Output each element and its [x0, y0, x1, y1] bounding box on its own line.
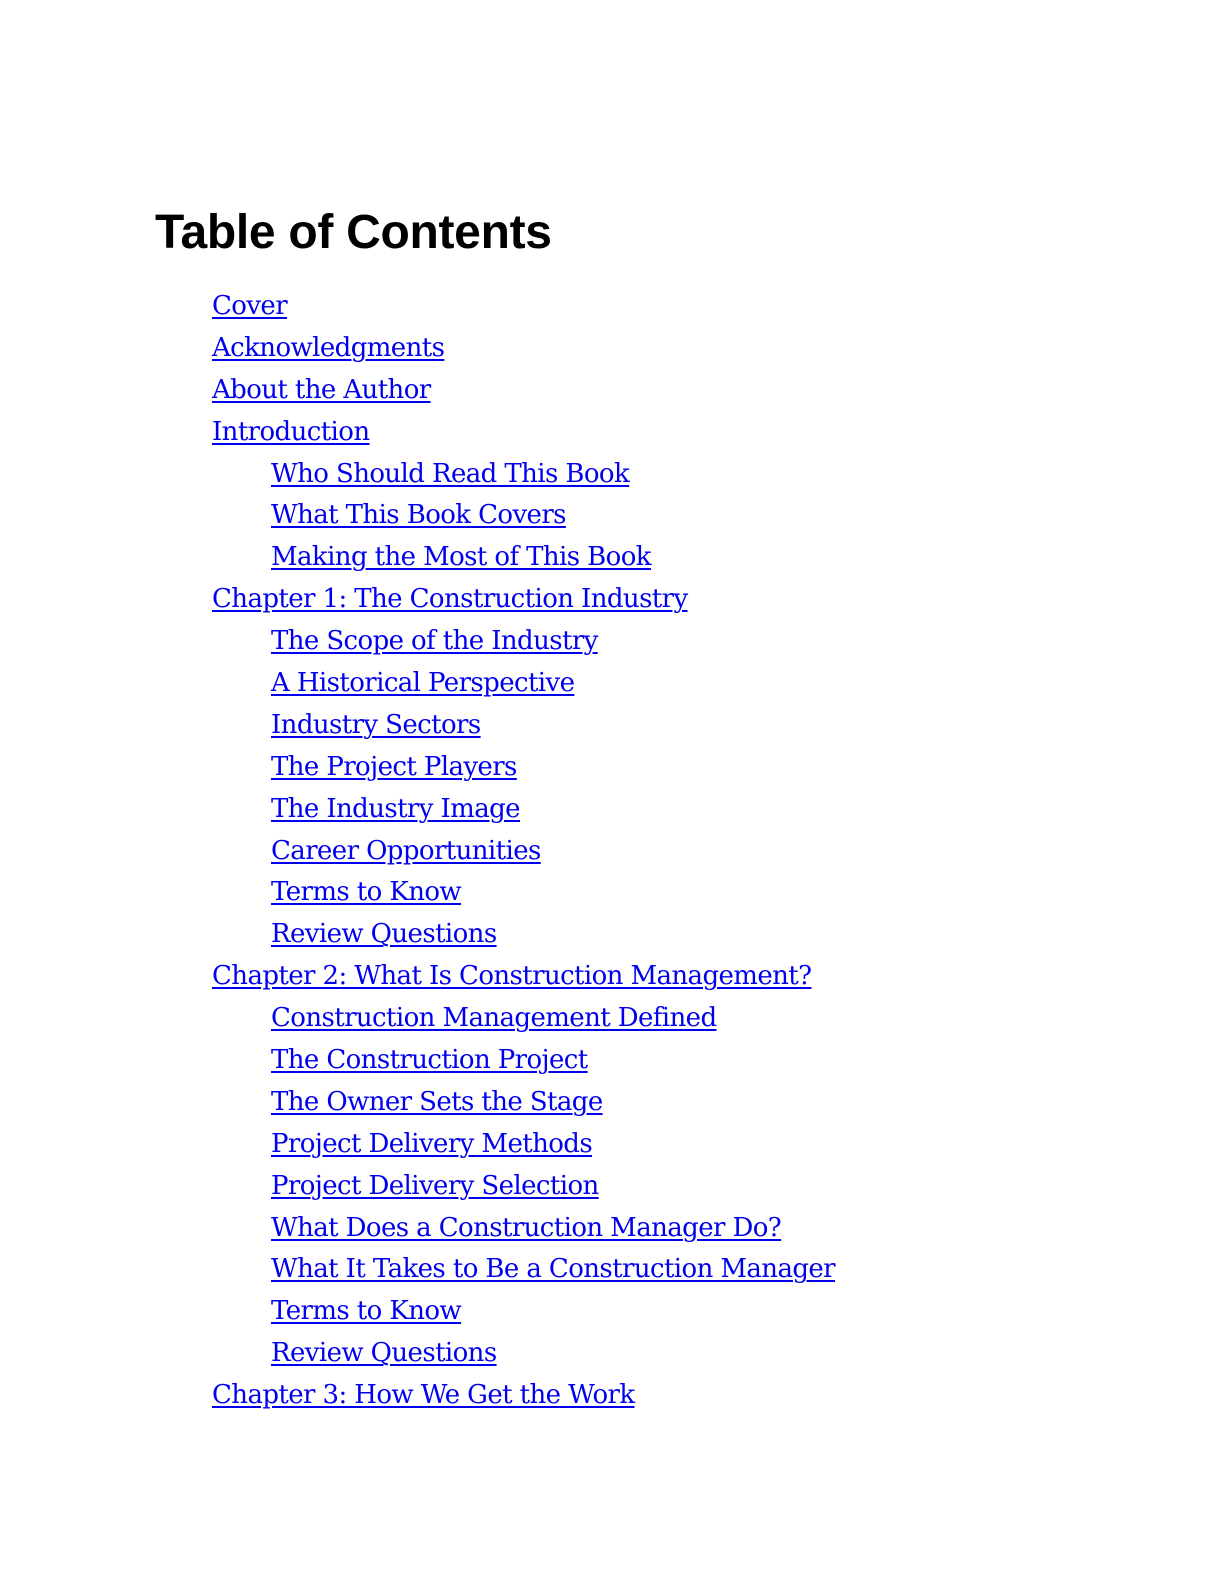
toc-entry — [212, 789, 835, 831]
toc-entry — [212, 328, 835, 370]
toc-sublink[interactable]: A Historical Perspective — [271, 668, 575, 699]
toc-sublink[interactable]: Who Should Read This Book — [271, 458, 630, 489]
toc-sublink[interactable]: Construction Management Defined — [271, 1003, 717, 1034]
toc-entry — [212, 747, 835, 789]
toc-sublink[interactable]: The Industry Image — [271, 793, 520, 824]
toc-link[interactable]: Chapter 1: The Construction Industry — [212, 584, 688, 615]
toc-entry — [212, 956, 835, 998]
toc-link[interactable]: Chapter 2: What Is Construction Management? — [212, 961, 812, 992]
toc-sublink[interactable]: What It Takes to Be a Construction Manager — [271, 1254, 836, 1285]
toc-entry — [212, 1208, 835, 1250]
toc-entry — [212, 537, 835, 579]
toc-link[interactable]: Acknowledgments — [212, 332, 445, 363]
toc-entry — [212, 370, 835, 412]
toc-sublink[interactable]: Review Questions — [271, 1338, 497, 1369]
toc-link[interactable]: Introduction — [212, 416, 370, 447]
page-title: Table of Contents — [155, 206, 552, 259]
toc-list — [212, 286, 835, 1417]
toc-entry — [212, 1166, 835, 1208]
toc-entry — [212, 412, 835, 454]
toc-entry — [212, 579, 835, 621]
toc-entry — [212, 663, 835, 705]
toc-entry — [212, 1249, 835, 1291]
toc-sublink[interactable]: The Scope of the Industry — [271, 626, 598, 657]
toc-entry — [212, 1291, 835, 1333]
toc-sublink[interactable]: The Construction Project — [271, 1045, 588, 1076]
toc-sublink[interactable]: The Project Players — [271, 751, 517, 782]
toc-sublink[interactable]: Project Delivery Methods — [271, 1128, 593, 1159]
toc-entry — [212, 872, 835, 914]
toc-sublink[interactable]: What Does a Construction Manager Do? — [271, 1212, 782, 1243]
toc-link[interactable]: Cover — [212, 291, 288, 321]
toc-sublink[interactable]: Project Delivery Selection — [271, 1170, 599, 1201]
toc-link[interactable]: Chapter 3: How We Get the Work — [212, 1380, 635, 1411]
toc-entry — [212, 831, 835, 873]
toc-sublink[interactable]: Making the Most of This Book — [271, 542, 651, 573]
toc-entry — [212, 1040, 835, 1082]
toc-entry — [212, 1333, 835, 1375]
toc-entry — [212, 1124, 835, 1166]
toc-sublink[interactable]: Terms to Know — [271, 1296, 462, 1327]
toc-sublink[interactable]: Review Questions — [271, 919, 497, 950]
toc-entry — [212, 286, 835, 328]
toc-link[interactable]: About the Author — [212, 374, 431, 405]
toc-sublink[interactable]: Terms to Know — [271, 877, 462, 908]
toc-entry — [212, 914, 835, 956]
toc-entry — [212, 454, 835, 496]
toc-entry — [212, 1082, 835, 1124]
toc-sublink[interactable]: What This Book Covers — [271, 500, 566, 531]
toc-entry — [212, 1375, 835, 1417]
toc-entry — [212, 705, 835, 747]
toc-sublink[interactable]: Career Opportunities — [271, 835, 541, 866]
toc-sublink[interactable]: The Owner Sets the Stage — [271, 1086, 603, 1117]
toc-entry — [212, 495, 835, 537]
toc-sublink[interactable]: Industry Sectors — [271, 709, 481, 740]
toc-entry — [212, 998, 835, 1040]
toc-entry — [212, 621, 835, 663]
